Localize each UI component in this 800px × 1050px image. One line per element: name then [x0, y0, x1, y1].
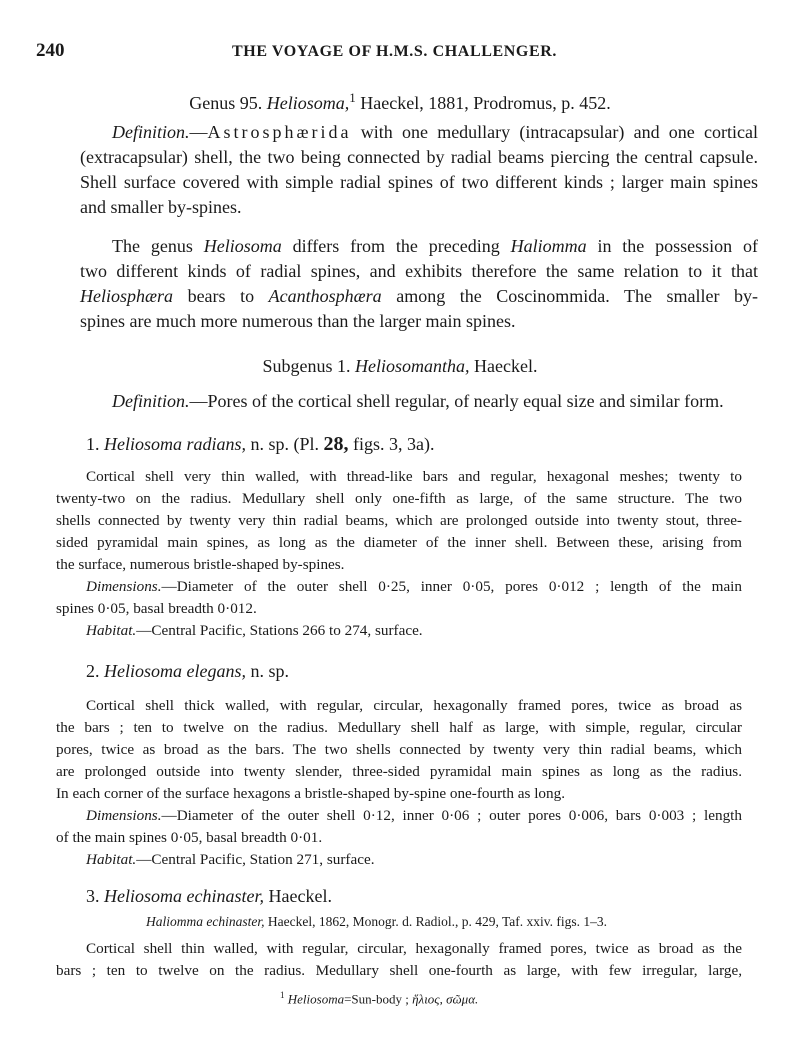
species-1-text-line-2: twenty-two on the radius. Medullary shell only one-fifth as large, of the same structure. The two — [56, 490, 742, 507]
genus-definition-line-2: (extracapsular) shell, the two being connected by radial beams piercing the central capsule. — [80, 147, 758, 167]
species-1-habitat: Habitat.—Central Pacific, Stations 266 to 274, surface. — [86, 622, 423, 639]
species-2-dimensions: Dimensions.—Diameter of the outer shell 0·12, inner 0·06 ; outer pores 0·006, bars 0·003 ; length — [86, 807, 742, 824]
species-2-text-line-1: Cortical shell thick walled, with regular, circular, hexagonally framed pores, twice as broad as — [86, 697, 742, 714]
genus-paragraph-line-2: two different kinds of radial spines, and exhibits therefore the same relation to it that — [80, 261, 758, 281]
species-3-text-line-2: bars ; ten to twelve on the radius. Medullary shell one-fourth as large, with few irregular, large, — [56, 962, 742, 979]
genus-paragraph-line-4: spines are much more numerous than the larger main spines. — [80, 311, 516, 331]
species-3-synonym: Haliomma echinaster, Haeckel, 1862, Monogr. d. Radiol., p. 429, Taf. xxiv. figs. 1–3. — [146, 914, 608, 929]
species-1-dimensions-cont: spines 0·05, basal breadth 0·012. — [56, 600, 257, 617]
species-2-text-line-2: the bars ; ten to twelve on the radius. Medullary shell half as large, with simple, regular, circular — [56, 719, 742, 736]
genus-definition-line-1: Definition.—Astrosphærida with one medullary (intracapsular) and one cortical — [112, 122, 758, 142]
species-2-heading: 2. Heliosoma elegans, n. sp. — [86, 661, 289, 681]
genus-definition-line-4: and smaller by-spines. — [80, 197, 242, 217]
species-3-text-line-1: Cortical shell thin walled, with regular, circular, hexagonally framed pores, twice as broad as the — [86, 940, 742, 957]
species-2-text-line-4: are prolonged outside into twenty slender, three-sided pyramidal main spines as long as the radius. — [56, 763, 742, 780]
species-1-text-line-5: the surface, numerous bristle-shaped by-spines. — [56, 556, 345, 573]
species-2-dimensions-cont: of the main spines 0·05, basal breadth 0·01. — [56, 829, 323, 846]
genus-definition-line-3: Shell surface covered with simple radial spines of two different kinds ; larger main spines — [80, 172, 758, 192]
subgenus-definition: Definition.—Pores of the cortical shell regular, of nearly equal size and similar form. — [112, 391, 724, 411]
species-2-text-line-5: In each corner of the surface hexagons a bristle-shaped by-spine one-fourth as long. — [56, 785, 566, 802]
species-2-text-line-3: pores, twice as broad as the bars. The two shells connected by twenty very thin radial beams, which — [56, 741, 742, 758]
genus-paragraph-line-3: Heliosphæra bears to Acanthosphæra among the Coscinommida. The smaller by- — [80, 286, 759, 306]
species-1-text-line-4: sided pyramidal main spines, as long as the diameter of the inner shell. Between these, arising from — [56, 534, 742, 551]
footnote-reference: 1 — [349, 90, 356, 105]
genus-name: Heliosoma, — [266, 93, 350, 113]
subgenus-heading: Subgenus 1. Heliosomantha, Haeckel. — [262, 356, 538, 376]
species-1-text-line-3: shells connected by twenty very thin radial beams, which are prolonged outside into twenty stout, three- — [56, 512, 742, 529]
page-number: 240 — [36, 40, 65, 61]
species-1-text-line-1: Cortical shell very thin walled, with thread-like bars and regular, hexagonal meshes; twenty to — [86, 468, 742, 485]
genus-paragraph-line-1: The genus Heliosoma differs from the preceding Haliomma in the possession of — [112, 236, 759, 256]
species-2-habitat: Habitat.—Central Pacific, Station 271, surface. — [86, 851, 375, 868]
species-1-heading: 1. Heliosoma radians, n. sp. (Pl. 28, figs. 3, 3a). — [86, 433, 435, 455]
running-title: THE VOYAGE OF H.M.S. CHALLENGER. — [232, 43, 558, 60]
genus-heading: Genus 95. Heliosoma,$^1$ Haeckel, 1881, Prodromus, p. 452. — [189, 90, 611, 113]
footnote: $^1$ Heliosoma=Sun-body ; ἥλιος, σῶμα. — [280, 990, 479, 1007]
definition-label: Definition. — [112, 122, 190, 142]
species-1-dimensions: Dimensions.—Diameter of the outer shell 0·25, inner 0·05, pores 0·012 ; length of the main — [86, 578, 742, 595]
species-3-heading: 3. Heliosoma echinaster, Haeckel. — [86, 886, 332, 906]
